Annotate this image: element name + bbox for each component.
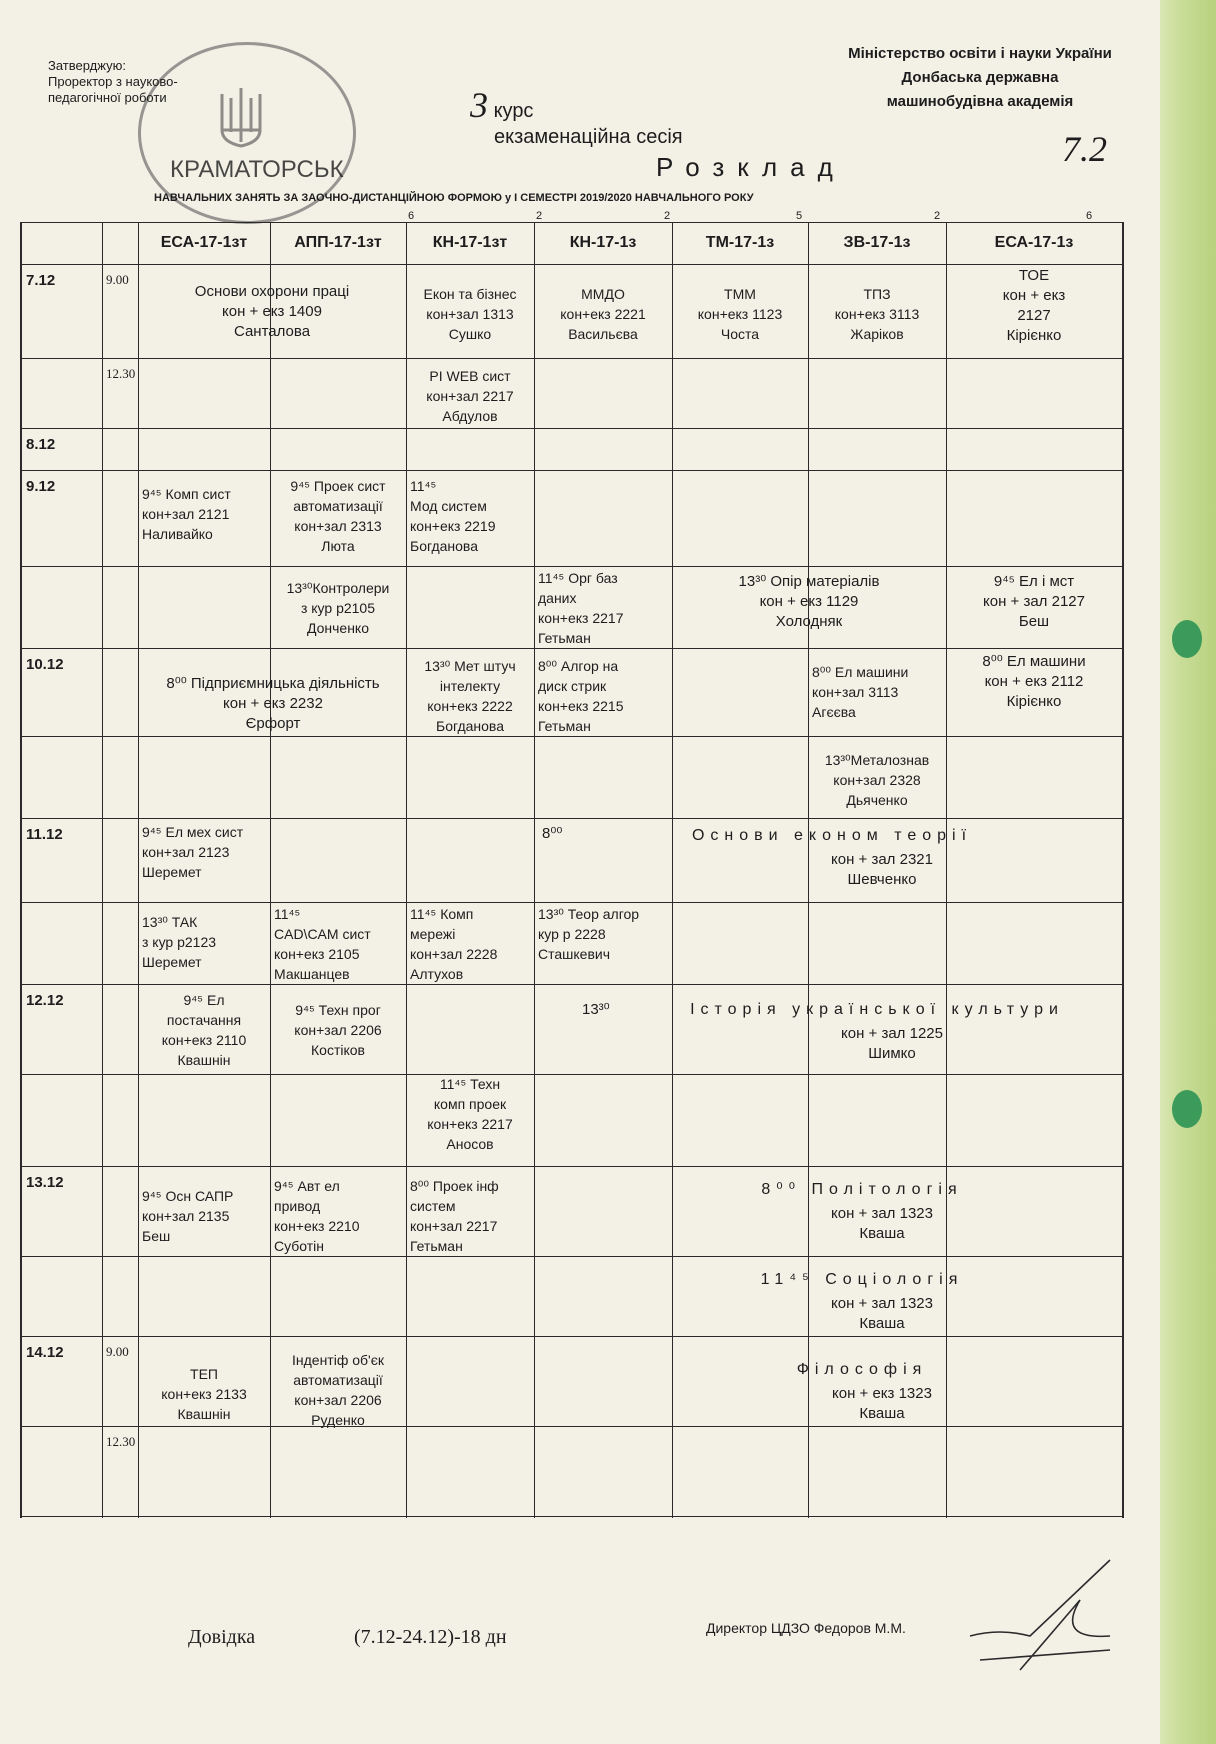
lesson-cell: 13³⁰Металознав кон+зал 2328 Дьяченко [824, 752, 930, 808]
lesson-title: 8⁰⁰ Політологія [761, 1181, 963, 1198]
lesson-title: 11⁴⁵ Соціологія [760, 1271, 964, 1288]
group-header: ТМ-17-1з [705, 234, 775, 251]
lesson-cell: 13³⁰ Теор алгор кур р 2228 Сташкевич [538, 906, 640, 962]
lesson-cell: 8⁰⁰ Проек інф систем кон+зал 2217 Гетьман [410, 1178, 499, 1254]
course-word: курс [493, 100, 534, 122]
lesson-cell: кон + зал 1323 Кваша [831, 1295, 933, 1332]
approval-block [48, 58, 178, 106]
lesson-cell: ТПЗ кон+екз 3113 Жаріков [834, 286, 920, 342]
group-header: КН-17-1з [569, 234, 637, 251]
stamp-city: КРАМАТОРСЬК [170, 156, 344, 183]
lesson-cell: ММДО кон+екз 2221 Васильєва [560, 286, 646, 342]
lesson-cell: 13³⁰Контролери з кур р2105 Донченко [286, 580, 390, 636]
trident-crest-icon [212, 84, 270, 156]
lesson-cell: 9⁴⁵ Ел мех сист кон+зал 2123 Шеремет [142, 824, 244, 880]
group-header: ЕСА-17-1зт [160, 234, 248, 251]
lesson-cell: 9⁴⁵ Ел і мст кон + зал 2127 Беш [983, 573, 1085, 630]
lesson-cell: 11⁴⁵ Орг баз даних кон+екз 2217 Гетьман [538, 570, 624, 646]
col-number: 2 [664, 210, 671, 222]
time-label: 9.00 [106, 1344, 129, 1359]
ministry-line: машинобудівна академія [886, 93, 1074, 110]
lesson-cell: кон + зал 2321 Шевченко [831, 851, 933, 888]
day-label: 14.12 [26, 1344, 64, 1361]
handwritten-signature-icon [960, 1540, 1120, 1680]
schedule-title: Розклад [656, 152, 846, 182]
col-number: 2 [934, 210, 941, 222]
lesson-cell: Екон та бізнес кон+зал 1313 Сушко [423, 286, 517, 342]
lesson-cell: 8⁰⁰ Ел машини кон+зал 3113 Агєєва [812, 664, 909, 720]
group-header: КН-17-1зт [432, 234, 508, 251]
col-number: 2 [536, 210, 543, 222]
lesson-cell: 11⁴⁵ Комп мережі кон+зал 2228 Алтухов [410, 906, 498, 982]
approval-line: Затверджую: [48, 58, 126, 73]
lesson-title: Історія української культури [690, 1001, 1064, 1018]
ministry-block [790, 42, 1170, 114]
group-header: ЗВ-17-1з [843, 234, 911, 251]
lesson-cell: Індентіф об'єк автоматизації кон+зал 2206 Руденко [292, 1352, 384, 1428]
time-label: 12.30 [106, 1434, 136, 1449]
lesson-cell: кон + екз 1323 Кваша [832, 1385, 932, 1422]
approval-line: Проректор з науково- [48, 74, 178, 89]
lesson-cell: 11⁴⁵ Мод систем кон+екз 2219 Богданова [410, 478, 496, 554]
lesson-cell: 13³⁰ Опір матеріалів кон + екз 1129 Холодняк [738, 573, 880, 630]
lesson-cell: кон + зал 1323 Кваша [831, 1205, 933, 1242]
day-label: 12.12 [26, 992, 64, 1009]
col-number: 6 [408, 210, 415, 222]
lesson-cell: 9⁴⁵ Ел постачання кон+екз 2110 Квашнін [161, 992, 247, 1068]
lesson-time: 8⁰⁰ [542, 825, 563, 842]
approval-line: педагогічної роботи [48, 90, 167, 105]
ministry-line: Донбаська державна [901, 69, 1059, 86]
lesson-cell: кон + зал 1225 Шимко [841, 1025, 943, 1062]
lesson-cell: 9⁴⁵ Техн прог кон+зал 2206 Костіков [294, 1002, 382, 1058]
ministry-line: Міністерство освіти і науки України [848, 45, 1112, 62]
course-label [470, 84, 533, 126]
day-label: 11.12 [26, 826, 63, 843]
lesson-cell: 13³⁰ ТАК з кур р2123 Шеремет [142, 914, 217, 970]
lesson-cell: 8⁰⁰ Підприємницька діяльність кон + екз 2232 Єрфорт [166, 675, 380, 732]
time-label: 9.00 [106, 272, 129, 287]
lesson-cell: 9⁴⁵ Осн САПР кон+зал 2135 Беш [142, 1188, 234, 1244]
lesson-cell: 11⁴⁵ Техн комп проек кон+екз 2217 Аносов [427, 1076, 513, 1152]
lesson-title: Основи економ теорії [691, 827, 973, 844]
lesson-cell: 9⁴⁵ Комп сист кон+зал 2121 Наливайко [142, 486, 231, 542]
lesson-cell: ТММ кон+екз 1123 Чоста [697, 286, 783, 342]
day-label: 7.12 [26, 272, 56, 289]
day-label: 13.12 [26, 1174, 64, 1191]
lesson-cell: 9⁴⁵ Проек сист автоматизації кон+зал 2313 Люта [290, 478, 386, 554]
day-label: 8.12 [26, 436, 56, 453]
col-number: 5 [796, 210, 803, 222]
page-number: 7.2 [1062, 129, 1107, 169]
lesson-cell: 11⁴⁵ CAD\CAM сист кон+екз 2105 Макшанцев [274, 906, 371, 982]
time-label: 12.30 [106, 366, 136, 381]
lesson-cell: 9⁴⁵ Авт ел привод кон+екз 2210 Суботін [274, 1178, 360, 1254]
lesson-cell: Основи охорони праці кон + екз 1409 Санталова [194, 283, 350, 340]
lesson-cell: 8⁰⁰ Алгор на диск стрик кон+екз 2215 Гетьман [538, 658, 624, 734]
course-number: 3 [470, 85, 488, 125]
lesson-cell: PI WEB сист кон+зал 2217 Абдулов [426, 368, 514, 424]
day-label: 9.12 [26, 478, 56, 495]
binder-strip [1160, 0, 1216, 1744]
director-signature-line: Директор ЦДЗО Федоров М.М. [706, 1620, 906, 1636]
day-label: 10.12 [26, 656, 64, 673]
lesson-cell: ТЕП кон+екз 2133 Квашнін [161, 1366, 247, 1422]
footer-reference-label: Довідка [188, 1626, 256, 1648]
lesson-cell: 13³⁰ Мет штуч інтелекту кон+екз 2222 Богданова [424, 658, 516, 734]
form-line: НАВЧАЛЬНИХ ЗАНЯТЬ ЗА ЗАОЧНО-ДИСТАНЦІЙНОЮ ФОРМОЮ у І СЕМЕСТРІ 2019/2020 НАВЧАЛЬНОГО РОКУ [154, 192, 754, 204]
punch-hole-icon [1172, 620, 1202, 658]
group-header: ЕСА-17-1з [994, 234, 1074, 251]
lesson-cell: ТОЕ кон + екз 2127 Кірієнко [1002, 267, 1066, 344]
footer-reference-range: (7.12-24.12)-18 дн [354, 1626, 507, 1648]
lesson-time: 13³⁰ [582, 1001, 610, 1018]
lesson-cell: 8⁰⁰ Ел машини кон + екз 2112 Кірієнко [982, 653, 1086, 710]
group-header: АПП-17-1зт [294, 234, 382, 251]
col-number: 6 [1086, 210, 1093, 222]
punch-hole-icon [1172, 1090, 1202, 1128]
schedule-table [20, 222, 1124, 1518]
session-title: екзаменаційна сесія [494, 126, 683, 148]
lesson-title: Філософія [796, 1361, 928, 1378]
